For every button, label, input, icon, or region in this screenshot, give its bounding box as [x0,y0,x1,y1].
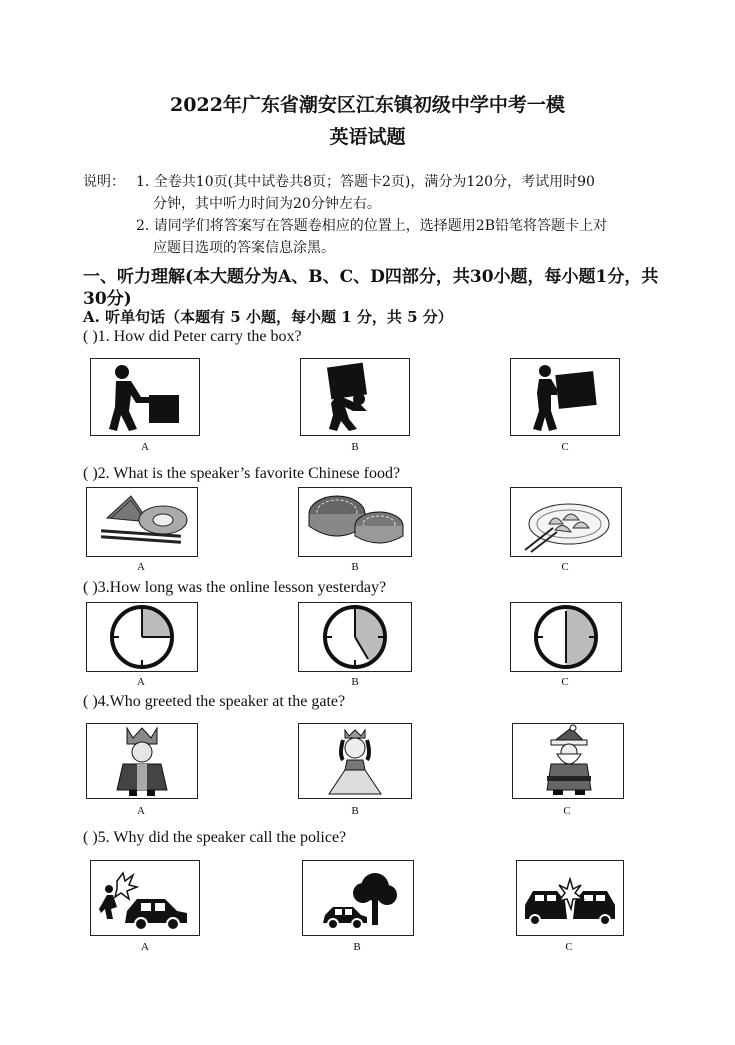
page-subtitle: 英语试题 [329,126,406,148]
option-5a-image [90,860,200,936]
option-1a-label: A [141,441,149,453]
question-5: ( )5. Why did the speaker call the police? [83,829,347,846]
car-hit-tree-icon [303,861,413,935]
option-2c-label: C [561,561,569,573]
part-a-heading: A. 听单句话（本题有 5 小题，每小题 1 分，共 5 分） [83,308,453,326]
option-1b-label: B [351,441,359,453]
question-2: ( )2. What is the speaker’s favorite Chinese food? [83,465,401,482]
option-3c-image [510,602,622,672]
instruction-1-line-2: 分钟，其中听力时间为20分钟左右。 [153,196,381,212]
option-5c-image [516,860,624,936]
princess-icon [299,724,411,798]
mooncake-icon [299,488,411,556]
king-icon [87,724,197,798]
instructions-label: 说明： [83,174,125,190]
page-title: 2022年广东省潮安区江东镇初级中学中考一模 [170,94,565,116]
option-4c-image [512,723,624,799]
option-5b-label: B [353,941,361,953]
car-hit-person-icon [91,861,199,935]
option-2b-label: B [351,561,359,573]
option-2a-label: A [137,561,145,573]
option-4b-image [298,723,412,799]
santa-icon [513,724,623,798]
option-1c-image [510,358,620,436]
instruction-1-line-1: 1. 全卷共10页(其中试卷共8页；答题卡2页)，满分为120分，考试用时90 [136,174,595,190]
option-2c-image [510,487,622,557]
option-2a-image [86,487,198,557]
option-3a-label: A [137,676,145,688]
option-1b-image [300,358,410,436]
clock-30-min-icon [511,603,621,671]
option-5a-label: A [141,941,149,953]
question-3: ( )3.How long was the online lesson yesterday? [83,579,387,596]
option-1c-label: C [561,441,569,453]
section-heading-line-1: 一、听力理解(本大题分为A、B、C、D四部分，共30小题，每小题1分，共 [83,267,659,287]
option-4b-label: B [351,805,359,817]
question-4: ( )4.Who greeted the speaker at the gate? [83,693,346,710]
clock-25-min-icon [299,603,411,671]
option-3a-image [86,602,198,672]
zongzi-icon [87,488,197,556]
carry-box-in-hands-icon [91,359,199,435]
instruction-2-line-1: 2. 请同学们将答案写在答题卷相应的位置上，选择题用2B铅笔将答题卡上对 [136,218,608,234]
option-3c-label: C [561,676,569,688]
option-3b-label: B [351,676,359,688]
option-4a-image [86,723,198,799]
option-2b-image [298,487,412,557]
option-5c-label: C [565,941,573,953]
dumplings-icon [511,488,621,556]
section-heading-line-2: 30分) [83,289,132,309]
carry-box-on-back-icon [301,359,409,435]
option-5b-image [302,860,414,936]
instruction-2-line-2: 应题目选项的答案信息涂黑。 [153,240,335,256]
option-4a-label: A [137,805,145,817]
clock-15-min-icon [87,603,197,671]
carry-box-on-shoulder-icon [511,359,619,435]
car-crash-icon [517,861,623,935]
option-1a-image [90,358,200,436]
question-1: ( )1. How did Peter carry the box? [83,328,302,345]
option-4c-label: C [563,805,571,817]
option-3b-image [298,602,412,672]
